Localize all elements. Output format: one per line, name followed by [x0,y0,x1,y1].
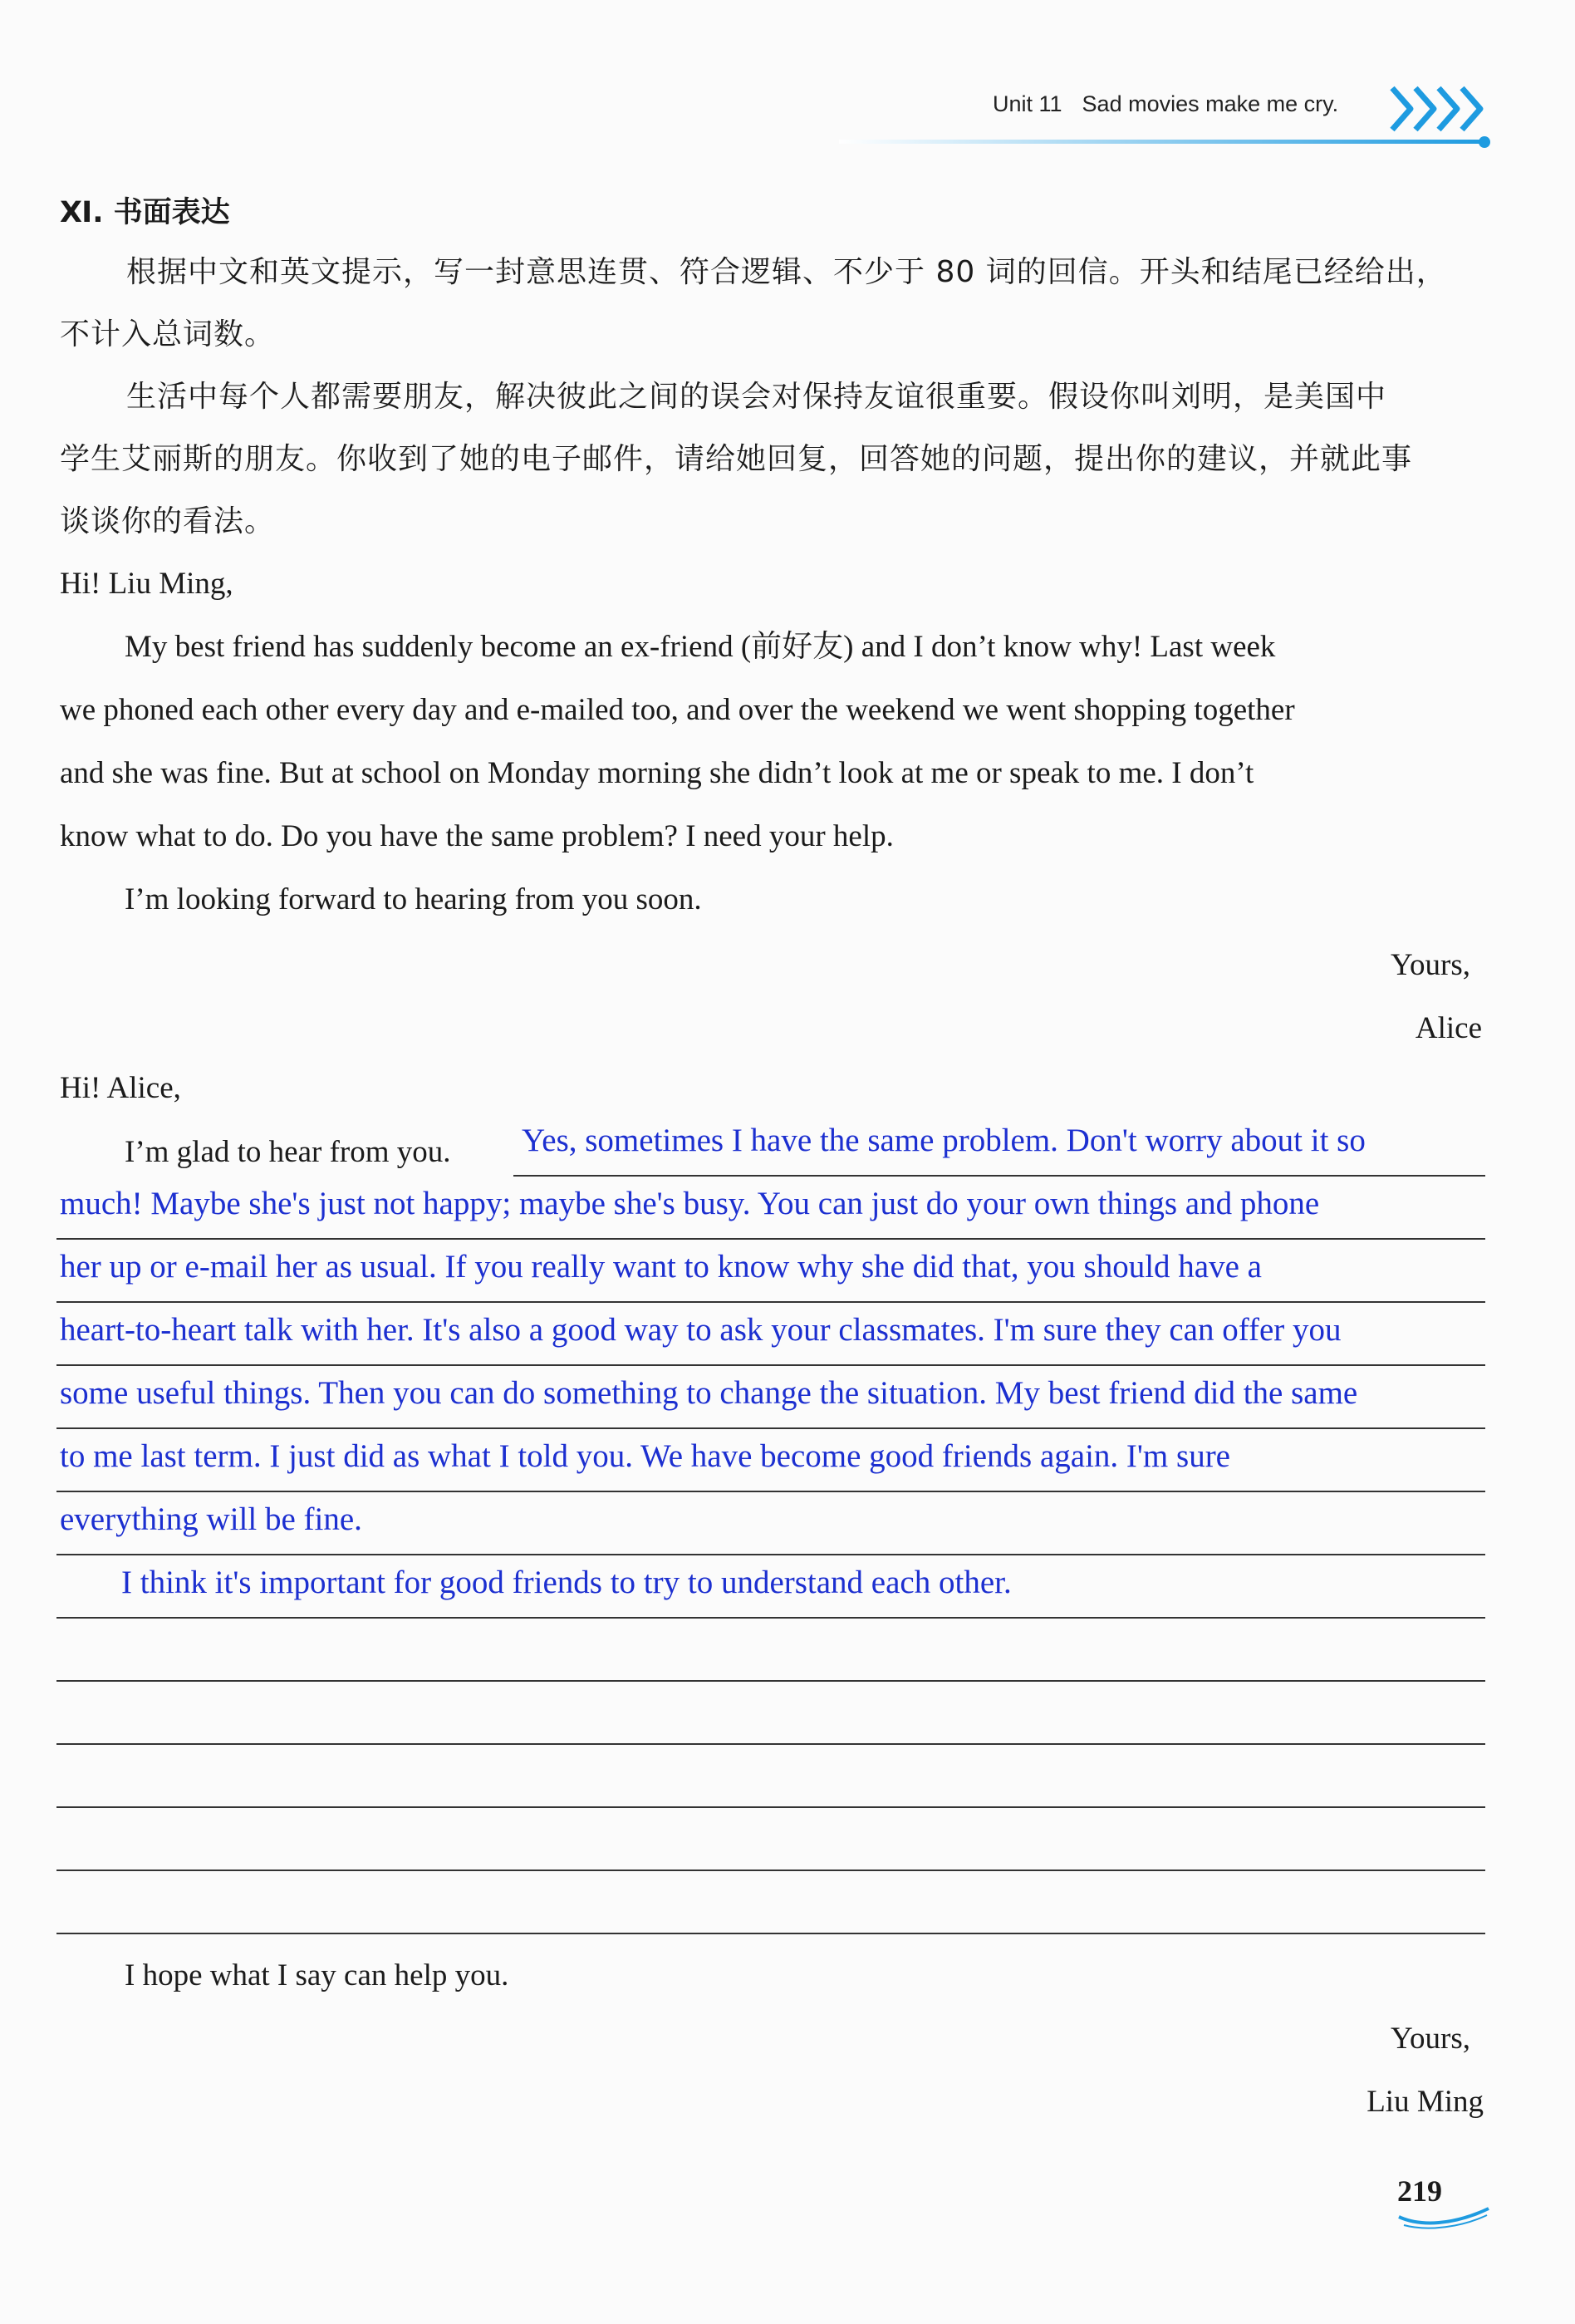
reply-closing: I hope what I say can help you. [125,1958,509,1992]
alice-sign-off: Yours, [1391,948,1470,982]
page-number: 219 [1397,2174,1442,2208]
instruction-line: 谈谈你的看法。 [60,504,276,538]
answer-line: much! Maybe she's just not happy; maybe she's busy. You can just do your own things and phone [60,1186,1320,1221]
writing-rule [56,1491,1485,1492]
answer-line: her up or e-mail her as usual. If you really want to know why she did that, you should have a [60,1249,1262,1285]
writing-rule [56,1617,1485,1619]
writing-rule [56,1554,1485,1555]
alice-body-line: My best friend has suddenly become an ex-friend (前好友) and I don’t know why! Last week [125,630,1276,664]
reply-greeting: Hi! Alice, [60,1071,181,1105]
unit-title: Sad movies make me cry. [1082,91,1339,116]
alice-body-line: and she was fine. But at school on Monday morning she didn’t look at me or speak to me. I don’t [60,756,1254,790]
writing-rule [56,1870,1485,1871]
instruction-line: 根据中文和英文提示，写一封意思连贯、符合逻辑、不少于 80 词的回信。开头和结尾已经给出， [126,255,1447,289]
answer-line: some useful things. Then you can do something to change the situation. My best friend did the same [60,1375,1358,1411]
writing-rule [56,1301,1485,1303]
header-rule [839,135,1495,149]
alice-greeting: Hi! Liu Ming, [60,567,233,601]
reply-sign-off: Yours, [1391,2022,1470,2056]
writing-rule [56,1427,1485,1429]
writing-rule [56,1806,1485,1808]
answer-line: to me last term. I just did as what I told you. We have become good friends again. I'm sure [60,1438,1230,1474]
writing-rule [56,1238,1485,1240]
writing-rule [56,1743,1485,1745]
answer-line: I think it's important for good friends to try to understand each other. [121,1565,1012,1600]
alice-signature: Alice [1415,1011,1482,1045]
reply-opening: I’m glad to hear from you. [125,1135,451,1169]
writing-rule [56,1364,1485,1366]
instruction-line: 学生艾丽斯的朋友。你收到了她的电子邮件，请给她回复，回答她的问题，提出你的建议，并就此事 [60,442,1413,476]
writing-rule [56,1933,1485,1934]
reply-signature: Liu Ming [1366,2085,1484,2119]
answer-line: Yes, sometimes I have the same problem. Don't worry about it so [522,1123,1366,1158]
instruction-line: 生活中每个人都需要朋友，解决彼此之间的误会对保持友谊很重要。假设你叫刘明，是美国中 [126,380,1387,414]
writing-rule [513,1175,1485,1177]
writing-rule [56,1680,1485,1682]
running-header [993,91,1338,117]
chevrons-icon [1386,80,1494,138]
instruction-line: 不计入总词数。 [60,317,276,351]
answer-line: everything will be fine. [60,1501,362,1537]
unit-label: Unit 11 [993,91,1062,116]
section-title: Ⅺ. 书面表达 [60,196,230,229]
alice-body-line: we phoned each other every day and e-mailed too, and over the weekend we went shopping together [60,693,1295,727]
alice-body-line: know what to do. Do you have the same problem? I need your help. [60,819,894,853]
alice-closing: I’m looking forward to hearing from you soon. [125,882,702,916]
answer-line: heart-to-heart talk with her. It's also a good way to ask your classmates. I'm sure they can offer you [60,1312,1342,1348]
